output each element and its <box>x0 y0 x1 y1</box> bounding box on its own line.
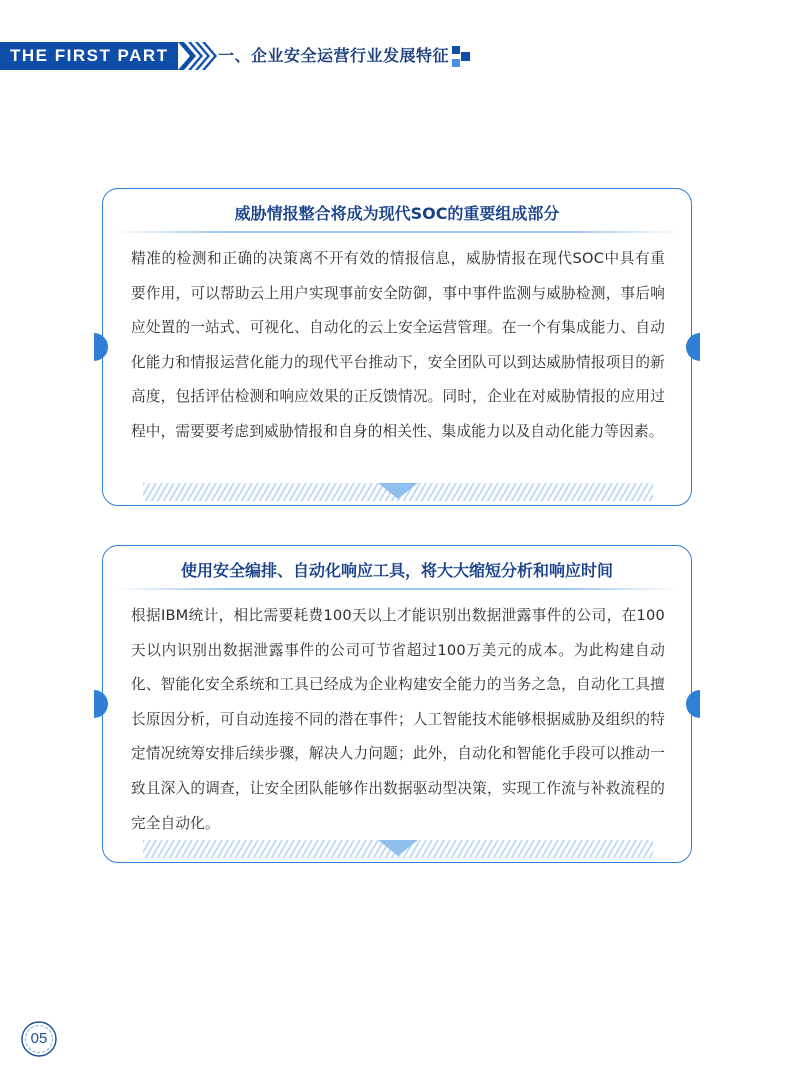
page-number <box>20 1020 58 1058</box>
page-header <box>0 42 793 72</box>
stripe-decoration-icon <box>143 840 653 858</box>
left-notch-icon <box>94 333 110 361</box>
page-number-text: 05 <box>30 1030 48 1047</box>
info-card-threat-intel <box>102 188 692 506</box>
card-body-text: 精准的检测和正确的决策离不开有效的情报信息，威胁情报在现代SOC中具有重要作用，可以帮助云上用户实现事前安全防御，事中事件监测与威胁检测，事后响应处置的一站式、可视化、自动化的云上安全运营管理。在一个有集成能力、自动化能力和情报运营化能力的现代平台推动下，安全团队可以到达威胁情报项目的新高度，包括评估检测和响应效果的正反馈情况。同时，企业在对威胁情报的应用过程中，需要要考虑到威胁情报和自身的相关性、集成能力以及自动化能力等因素。 <box>131 250 665 440</box>
block-decoration-icon <box>452 46 472 68</box>
stripe-decoration-icon <box>143 483 653 501</box>
right-notch-icon <box>684 333 700 361</box>
card-title: 威胁情报整合将成为现代SOC的重要组成部分 <box>234 204 560 223</box>
title-underline <box>113 231 681 233</box>
right-notch-icon <box>684 690 700 718</box>
part-label: THE FIRST PART <box>0 42 178 70</box>
title-underline <box>113 588 681 590</box>
info-card-soar <box>102 545 692 863</box>
slash-decoration-icon <box>178 42 218 70</box>
section-title: 一、企业安全运营行业发展特征 <box>218 46 450 65</box>
left-notch-icon <box>94 690 110 718</box>
card-title: 使用安全编排、自动化响应工具，将大大缩短分析和响应时间 <box>180 561 613 580</box>
card-body-text: 根据IBM统计，相比需要耗费100天以上才能识别出数据泄露事件的公司，在100天以内识别出数据泄露事件的公司可节省超过100万美元的成本。为此构建自动化、智能化安全系统和工具已经成为企业构建安全能力的当务之急，自动化工具擅长原因分析，可自动连接不同的潜在事件；人工智能技术能够根据威胁及组织的特定情况统筹安排后续步骤，解决人力问题；此外，自动化和智能化手段可以推动一致且深入的调查，让安全团队能够作出数据驱动型决策，实现工作流与补救流程的完全自动化。 <box>131 607 665 832</box>
